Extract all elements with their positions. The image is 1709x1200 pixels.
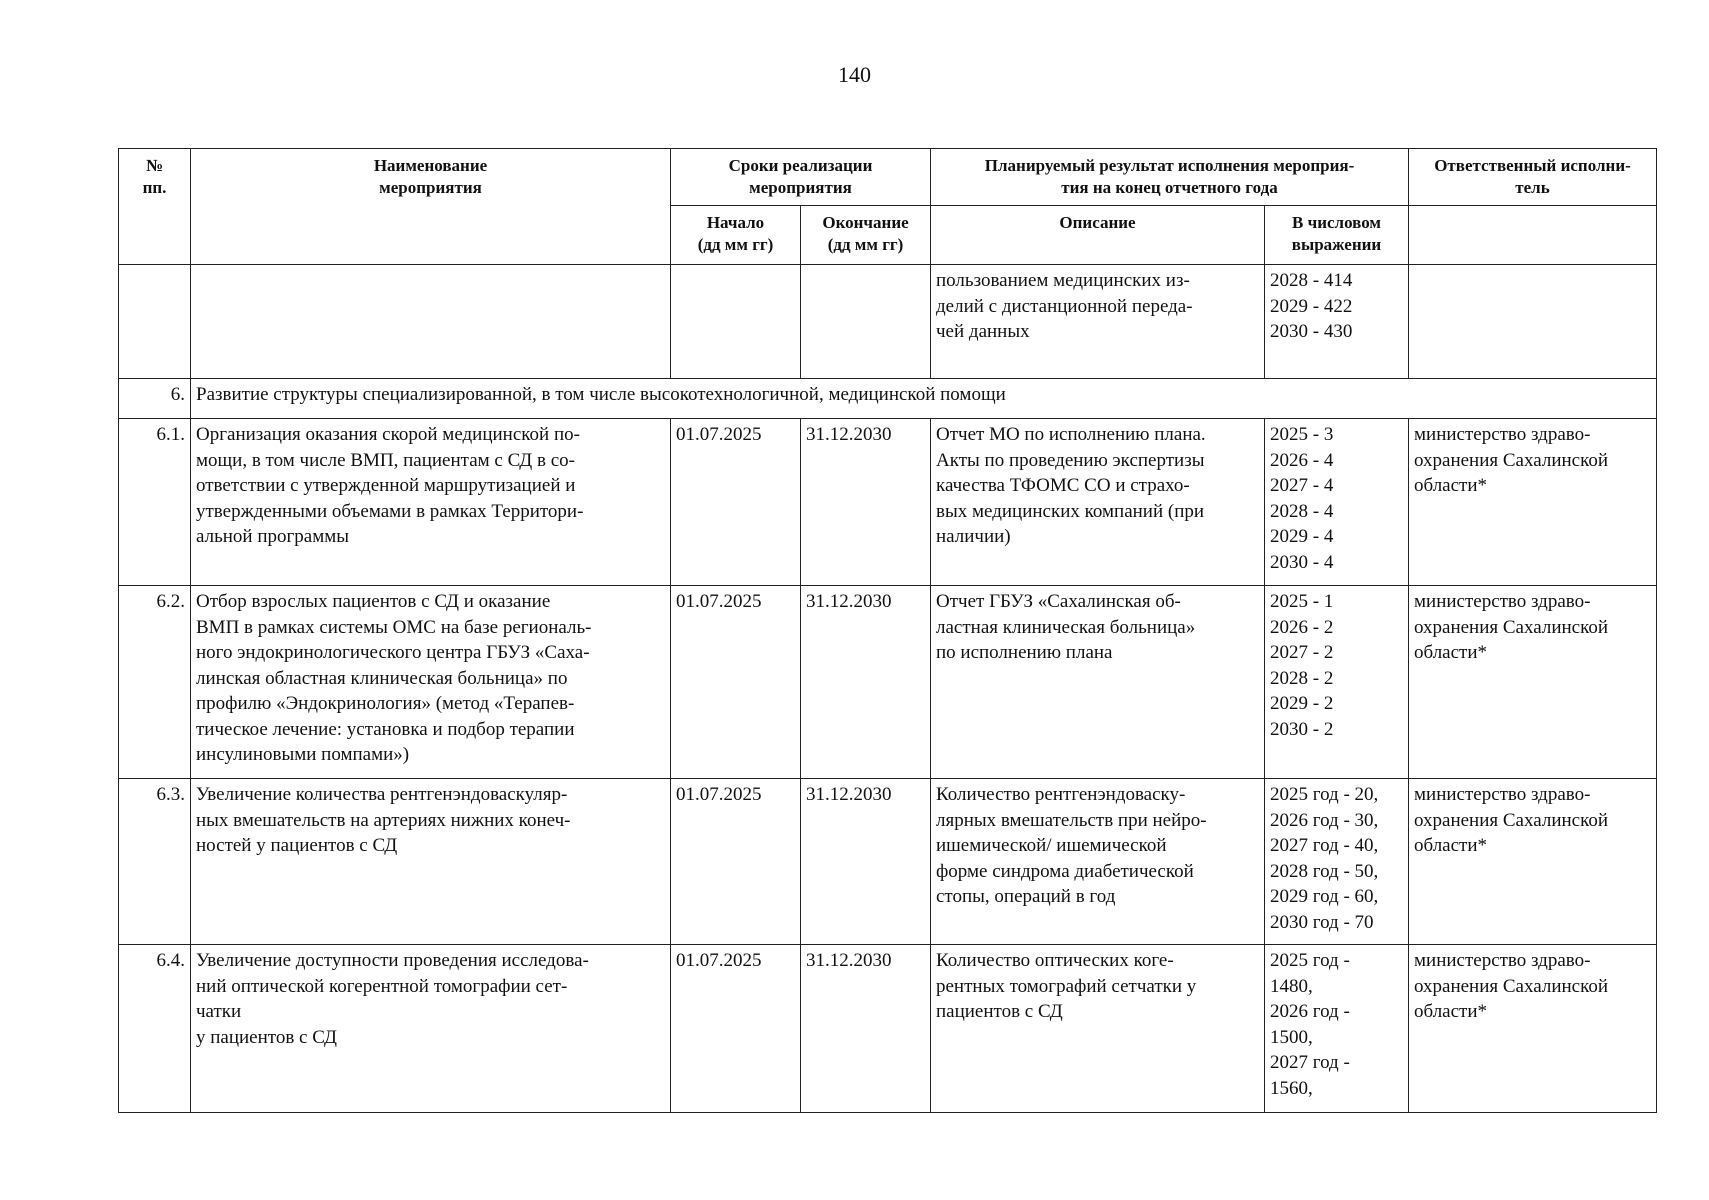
value-line: 2030 - 430 (1270, 321, 1353, 342)
cell-name (191, 265, 671, 379)
value-line: 2026 год - (1270, 1001, 1350, 1022)
cell-responsible: министерство здраво- охранения Сахалинской области* (1409, 419, 1657, 586)
value-line: 2025 год - (1270, 950, 1350, 971)
cell-responsible: министерство здраво- охранения Сахалинской области* (1409, 945, 1657, 1113)
cell-end: 31.12.2030 (801, 945, 931, 1113)
section-title: Развитие структуры специализированной, в том числе высокотехнологичной, медицинской помощи (191, 379, 1657, 419)
cell-end: 31.12.2030 (801, 419, 931, 586)
value-line: 2025 год - 20, (1270, 784, 1379, 805)
header-terms: Сроки реализации мероприятия (671, 149, 931, 206)
value-line: 1560, (1270, 1077, 1313, 1099)
header-number: № пп. (119, 149, 191, 265)
header-description: Описание (931, 206, 1265, 265)
value-line: 2027 год - 40, (1270, 835, 1379, 856)
cell-values (1265, 945, 1409, 1113)
cell-description: Количество оптических коге- рентных томографий сетчатки у пациентов с СД (931, 945, 1265, 1113)
table-row (119, 945, 1657, 1113)
cell-description: Отчет ГБУЗ «Сахалинская об- ластная клиническая больница» по исполнению плана (931, 586, 1265, 779)
table-row (119, 586, 1657, 779)
value-line: 2026 год - 30, (1270, 809, 1379, 831)
cell-values (1265, 419, 1409, 586)
cell-start: 01.07.2025 (671, 419, 801, 586)
value-line: 2029 год - 60, (1270, 886, 1379, 907)
cell-values (1265, 586, 1409, 779)
header-responsible-empty (1409, 206, 1657, 265)
value-line: 2028 - 2 (1270, 667, 1334, 689)
header-numeric: В числовом выражении (1265, 206, 1409, 265)
cell-name: Организация оказания скорой медицинской по- мощи, в том числе ВМП, пациентам с СД в со- ответствии с утвержденной маршрутизацией и утвержденными объемами в рамках Территори- альной программы (191, 419, 671, 586)
value-line: 2027 - 2 (1270, 642, 1334, 663)
value-line: 2030 год - 70 (1270, 911, 1374, 933)
header-end: Окончание (дд мм гг) (801, 206, 931, 265)
cell-name: Увеличение количества рентгенэндоваскуляр- ных вмешательств на артериях нижних конеч- ностей у пациентов с СД (191, 779, 671, 945)
cell-responsible: министерство здраво- охранения Сахалинской области* (1409, 586, 1657, 779)
value-line: 2029 - 422 (1270, 295, 1353, 317)
cell-responsible: министерство здраво- охранения Сахалинской области* (1409, 779, 1657, 945)
table-row (119, 779, 1657, 945)
cell-description: Количество рентгенэндоваску- лярных вмешательств при нейро- ишемической/ ишемической форме синдрома диабетической стопы, операций в год (931, 779, 1265, 945)
cell-values (1265, 779, 1409, 945)
value-line: 2025 - 1 (1270, 591, 1334, 612)
value-line: 2029 - 4 (1270, 526, 1334, 547)
table-row (119, 419, 1657, 586)
value-line: 2027 год - (1270, 1052, 1350, 1073)
section-number: 6. (119, 379, 191, 419)
cell-number: 6.2. (119, 586, 191, 779)
cell-end (801, 265, 931, 379)
value-line: 2026 - 4 (1270, 449, 1334, 471)
value-line: 2028 - 414 (1270, 270, 1353, 291)
header-result: Планируемый результат исполнения мероприя- тия на конец отчетного года (931, 149, 1409, 206)
cell-number (119, 265, 191, 379)
cell-responsible (1409, 265, 1657, 379)
cell-description: пользованием медицинских из- делий с дистанционной переда- чей данных (931, 265, 1265, 379)
header-name: Наименование мероприятия (191, 149, 671, 265)
section-row (119, 379, 1657, 419)
plan-table (118, 148, 1657, 1113)
value-line: 2026 - 2 (1270, 616, 1334, 638)
cell-start: 01.07.2025 (671, 779, 801, 945)
value-line: 2028 год - 50, (1270, 860, 1379, 882)
value-line: 2025 - 3 (1270, 424, 1334, 445)
cell-start (671, 265, 801, 379)
value-line: 1480, (1270, 975, 1313, 997)
cell-number: 6.4. (119, 945, 191, 1113)
cell-number: 6.1. (119, 419, 191, 586)
value-line: 2030 - 2 (1270, 718, 1334, 740)
page-number: 140 (838, 62, 871, 87)
value-line: 2030 - 4 (1270, 551, 1334, 573)
cell-description: Отчет МО по исполнению плана. Акты по проведению экспертизы качества ТФОМС СО и страхо- вых медицинских компаний (при наличии) (931, 419, 1265, 586)
table-row-continued (119, 265, 1657, 379)
cell-start: 01.07.2025 (671, 945, 801, 1113)
cell-values (1265, 265, 1409, 379)
value-line: 2028 - 4 (1270, 500, 1334, 522)
cell-end: 31.12.2030 (801, 586, 931, 779)
value-line: 2029 - 2 (1270, 693, 1334, 714)
cell-end: 31.12.2030 (801, 779, 931, 945)
cell-name: Отбор взрослых пациентов с СД и оказание ВМП в рамках системы ОМС на базе региональ- ного эндокринологического центра ГБУЗ «Саха- линская областная клиническая больница» по профилю «Эндокринология» (метод «Терапев- тическое лечение: установка и подбор терапии инсулиновыми помпами») (191, 586, 671, 779)
cell-number: 6.3. (119, 779, 191, 945)
cell-start: 01.07.2025 (671, 586, 801, 779)
value-line: 2027 - 4 (1270, 475, 1334, 496)
header-responsible: Ответственный исполни- тель (1409, 149, 1657, 206)
value-line: 1500, (1270, 1026, 1313, 1048)
cell-name: Увеличение доступности проведения исследова- ний оптической когерентной томографии сет- чатки у пациентов с СД (191, 945, 671, 1113)
header-start: Начало (дд мм гг) (671, 206, 801, 265)
